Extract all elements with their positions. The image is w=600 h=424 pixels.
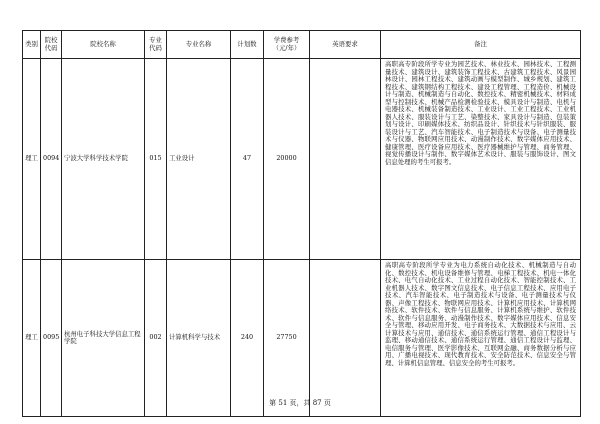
table-row	[23, 260, 581, 417]
cell-school-code: 0094	[41, 59, 62, 260]
cell-tuition: 27750	[264, 260, 310, 417]
cell-school-code: 0095	[41, 260, 62, 417]
header-category: 类别	[23, 31, 41, 59]
header-tuition: 学费参考 （元/年）	[264, 31, 310, 59]
cell-major-name: 工业设计	[167, 59, 231, 260]
cell-english	[310, 59, 381, 260]
header-major-name: 专业名称	[167, 31, 231, 59]
cell-remarks: 高职高专阶段所学专业为园艺技术、林业技术、园林技术、工程测量技术、建筑设计、建筑装饰工程技术、古建筑工程技术、风景园林设计、园林工程技术、建筑动画与模型制作、城乡规划、建筑工程技术、建筑钢结构工程技术、建设工程管理、工程造价、机械设计与制造、机械制造与自动化、数控技术、精密机械技术、材料成型与控制技术、机械产品检测检验技术、模具设计与制造、电机与电器技术、机械装备制造技术、工业设计、工业工程技术、工业机器人技术、服装设计与工艺、染整技术、家具设计与制造、包装策划与设计、印刷媒体技术、纺织品设计、针织技术与针织服装、服装设计与工艺、汽车智能技术、电子制造技术与设备、电子测量技术与仪器、物联网应用技术、动漫制作技术、数字媒体应用技术、健康管理、医疗设备应用技术、医疗器械维护与管理、商务管理、视觉传播设计与制作、数字媒体艺术设计、服装与服饰设计、图文信息处理的考生可报考。	[381, 59, 581, 260]
header-plan: 计划数	[231, 31, 264, 59]
cell-major-name: 计算机科学与技术	[167, 260, 231, 417]
header-school-code: 院校 代码	[41, 31, 62, 59]
header-major-code: 专业 代码	[145, 31, 167, 59]
cell-school-name: 宁波大学科学技术学院	[62, 59, 145, 260]
header-school-name: 院校名称	[62, 31, 145, 59]
cell-school-name: 杭州电子科技大学信息工程学院	[62, 260, 145, 417]
header-english: 英语要求	[310, 31, 381, 59]
cell-category: 理工	[23, 59, 41, 260]
cell-plan: 47	[231, 59, 264, 260]
cell-category: 理工	[23, 260, 41, 417]
header-remarks: 备注	[381, 31, 581, 59]
cell-plan: 240	[231, 260, 264, 417]
admission-table	[22, 30, 581, 417]
table-header-row	[23, 31, 581, 59]
cell-remarks: 高职高专阶段所学专业为电力系统自动化技术、机械制造与自动化、数控技术、机电设备维修与管理、电梯工程技术、机电一体化技术、电气自动化技术、工业过程自动化技术、智能控制技术、工业机器人技术、数字图文信息技术、电子信息工程技术、应用电子技术、汽车智能技术、电子制造技术与设备、电子测量技术与仪器、声像工程技术、物联网应用技术、计算机应用技术、计算机网络技术、软件技术、软件与信息服务、计算机系统与维护、软件技术、软件与信息服务、动漫制作技术、数字媒体应用技术、信息安全与管理、移动应用开发、电子商务技术、大数据技术与应用、云计算技术与应用、通信技术、通信系统运行管理、通信工程设计与监理、移动通信技术、通信系统运行管理、通信工程设计与监理、电信服务与管理、医学影像技术、互联网金融、商务数据分析与应用、广播电视技术、现代教育技术、安全防范技术、信息安全与管理、计算机信息管理、信息安全的考生可报考。	[381, 260, 581, 417]
cell-major-code: 015	[145, 59, 167, 260]
cell-tuition: 20000	[264, 59, 310, 260]
page-number: 第 51 页，共 87 页	[269, 399, 331, 407]
cell-major-code: 002	[145, 260, 167, 417]
cell-english	[310, 260, 381, 417]
table-row	[23, 59, 581, 260]
